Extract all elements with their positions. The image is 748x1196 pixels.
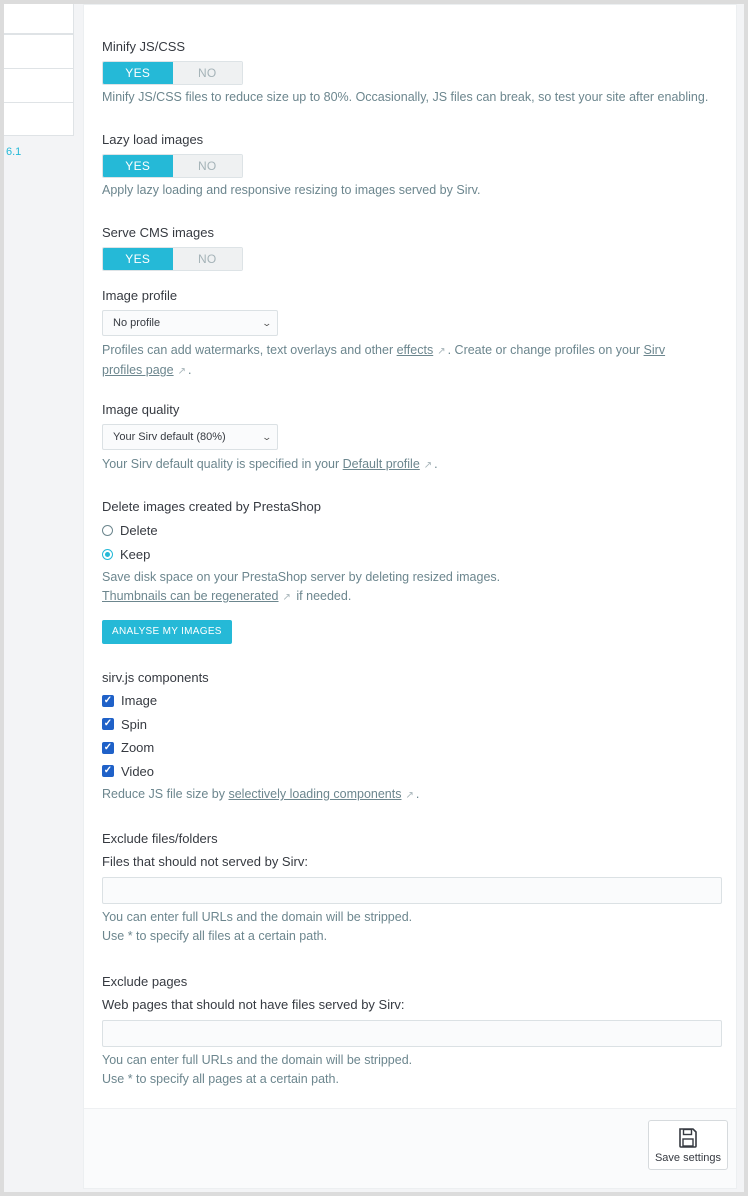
floppy-disk-icon [677, 1127, 699, 1149]
help-text: . [187, 363, 192, 377]
help-text: Save disk space on your PrestaShop server by deleting resized images. [102, 570, 501, 584]
radio-button-selected[interactable] [102, 549, 113, 560]
image-quality-value: Your Sirv default (80%) [113, 431, 226, 443]
help-text: Profiles can add watermarks, text overlays and other [102, 343, 394, 357]
image-quality-select[interactable] [102, 424, 278, 450]
delete-images-help [102, 568, 724, 607]
effects-link[interactable]: effects [396, 343, 434, 357]
lazy-load-yes-option[interactable]: YES [103, 155, 173, 177]
sirvjs-label: sirv.js components [102, 670, 209, 685]
sirvjs-help [102, 785, 724, 805]
radio-button[interactable] [102, 525, 113, 536]
external-link-icon: ↗ [437, 346, 446, 357]
serve-cms-yes-option[interactable]: YES [103, 248, 173, 270]
checkbox-label: Zoom [121, 740, 155, 756]
panel-footer [84, 1108, 736, 1188]
checkbox-checked[interactable]: ✓ [103, 765, 113, 777]
serve-cms-no-option[interactable]: NO [173, 248, 243, 270]
profiles-page-link[interactable]: profiles page [102, 363, 174, 377]
radio-label: Keep [120, 546, 151, 562]
settings-panel [83, 4, 737, 1189]
exclude-pages-label: Exclude pages [102, 974, 188, 989]
delete-images-section [102, 499, 724, 644]
thumbnails-regenerate-link[interactable]: Thumbnails can be regenerated [102, 589, 279, 603]
exclude-files-sublabel: Files that should not served by Sirv: [102, 854, 308, 869]
help-text: Your Sirv default quality is specified in your [102, 457, 340, 471]
lazy-load-label: Lazy load images [102, 132, 204, 147]
help-text: Use * to specify all files at a certain path. [102, 929, 328, 943]
checkbox-label: Spin [121, 716, 148, 732]
exclude-files-section [102, 831, 724, 946]
checkbox-label: Image [121, 693, 158, 709]
analyse-images-button[interactable]: ANALYSE MY IMAGES [102, 620, 232, 644]
chevron-down-icon: ⌄ [261, 431, 273, 442]
help-text: if needed. [296, 589, 352, 603]
image-profile-value: No profile [113, 317, 161, 329]
sidebar-item[interactable] [4, 4, 74, 34]
image-profile-help [102, 341, 702, 381]
sirvjs-section [102, 670, 724, 805]
save-settings-button[interactable] [648, 1120, 728, 1170]
lazy-load-help: Apply lazy loading and responsive resizing to images served by Sirv. [102, 183, 481, 197]
exclude-pages-sublabel: Web pages that should not have files served by Sirv: [102, 997, 405, 1012]
exclude-pages-help [102, 1051, 724, 1089]
help-text: . Create or change profiles on your [447, 343, 641, 357]
delete-images-label: Delete images created by PrestaShop [102, 499, 321, 514]
exclude-files-help [102, 908, 724, 946]
component-video-checkbox[interactable] [102, 760, 724, 784]
external-link-icon: ↗ [405, 790, 414, 801]
external-link-icon: ↗ [177, 366, 186, 377]
lazy-load-toggle[interactable] [102, 154, 243, 178]
module-version: 6.1 [6, 146, 22, 158]
sirv-link[interactable]: Sirv [643, 343, 666, 357]
checkbox-checked[interactable]: ✓ [103, 741, 113, 753]
help-text: You can enter full URLs and the domain will be stripped. [102, 1053, 413, 1067]
minify-yes-option[interactable]: YES [103, 62, 173, 84]
image-profile-select[interactable] [102, 310, 278, 336]
help-text: You can enter full URLs and the domain will be stripped. [102, 910, 413, 924]
image-quality-section [102, 402, 724, 475]
minify-toggle[interactable] [102, 61, 243, 85]
external-link-icon: ↗ [282, 592, 291, 603]
save-settings-label: Save settings [654, 1151, 722, 1164]
radio-label: Delete [120, 523, 158, 539]
component-zoom-checkbox[interactable] [102, 736, 724, 760]
component-spin-checkbox[interactable] [102, 713, 724, 737]
help-text: . [434, 457, 438, 471]
page-frame [4, 4, 744, 1192]
minify-no-option[interactable]: NO [173, 62, 243, 84]
help-text: . [415, 787, 420, 801]
exclude-files-label: Exclude files/folders [102, 831, 218, 846]
image-quality-label: Image quality [102, 402, 180, 417]
sidebar-item[interactable] [4, 68, 74, 103]
minify-section [102, 39, 724, 107]
image-profile-label: Image profile [102, 288, 178, 303]
minify-label: Minify JS/CSS [102, 39, 186, 54]
checkbox-label: Video [121, 763, 155, 779]
image-profile-section [102, 288, 724, 381]
lazy-load-section [102, 132, 724, 200]
checkbox-checked[interactable]: ✓ [103, 718, 113, 730]
serve-cms-label: Serve CMS images [102, 225, 214, 240]
default-profile-link[interactable]: Default profile [342, 457, 420, 471]
selective-loading-link[interactable]: selectively loading components [228, 787, 402, 801]
exclude-pages-section [102, 974, 724, 1089]
serve-cms-section [102, 225, 724, 271]
lazy-load-no-option[interactable]: NO [173, 155, 243, 177]
exclude-pages-input[interactable] [102, 1020, 722, 1047]
sidebar-item[interactable] [4, 102, 74, 136]
minify-help: Minify JS/CSS files to reduce size up to 80%. Occasionally, JS files can break, so test your site after enabling. [102, 90, 709, 104]
chevron-down-icon: ⌄ [261, 317, 273, 328]
help-text: Use * to specify all pages at a certain path. [102, 1072, 339, 1086]
help-text: Reduce JS file size by [102, 787, 225, 801]
component-image-checkbox[interactable] [102, 689, 724, 713]
delete-radio-option[interactable] [102, 519, 724, 543]
checkbox-checked[interactable]: ✓ [103, 694, 113, 706]
image-quality-help [102, 455, 724, 475]
exclude-files-input[interactable] [102, 877, 722, 904]
sidebar-item[interactable] [4, 34, 74, 69]
serve-cms-toggle[interactable] [102, 247, 243, 271]
external-link-icon: ↗ [423, 460, 433, 471]
keep-radio-option[interactable] [102, 543, 724, 567]
